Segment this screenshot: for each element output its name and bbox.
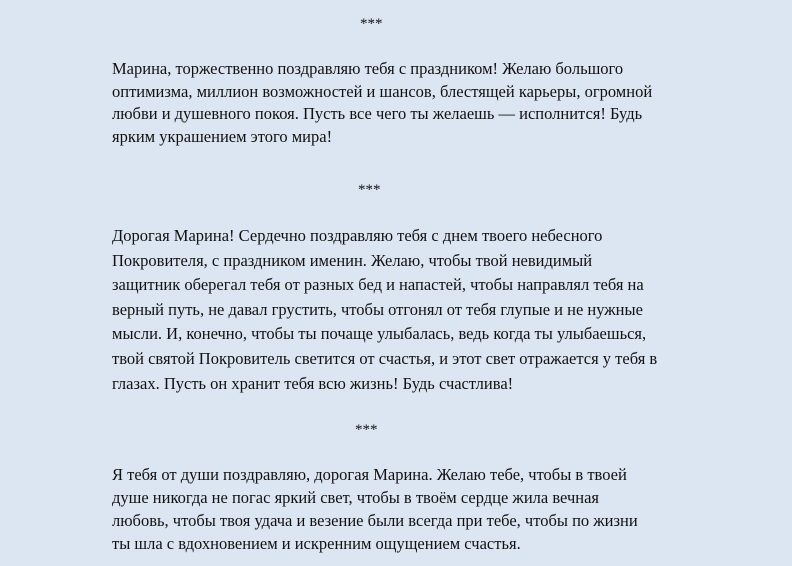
paragraph-line: Марина, торжественно поздравляю тебя с праздником! Желаю большого xyxy=(112,59,624,78)
paragraph-line: твой святой Покровитель светится от счастья, и этот свет отражается у тебя в xyxy=(112,348,658,368)
paragraph-line: любви и душевного покоя. Пусть все чего ты желаешь — исполнится! Будь xyxy=(112,104,643,123)
greeting-paragraph-3 xyxy=(112,463,752,555)
paragraph-line: ты шла с вдохновением и искренним ощущением счастья. xyxy=(112,534,521,553)
separator-3: *** xyxy=(355,422,378,438)
paragraph-line: Я тебя от души поздравляю, дорогая Марина. Желаю тебе, чтобы в твоей xyxy=(112,465,627,484)
paragraph-line: глазах. Пусть он хранит тебя всю жизнь! Будь счастлива! xyxy=(112,373,514,393)
paragraph-line: Покровителя, с праздником именин. Желаю, чтобы твой невидимый xyxy=(112,250,593,270)
greeting-paragraph-2 xyxy=(112,224,752,396)
paragraph-line: оптимизма, миллион возможностей и шансов, блестящей карьеры, огромной xyxy=(112,81,653,101)
paragraph-line: защитник оберегал тебя от разных бед и напастей, чтобы направлял тебя на xyxy=(112,275,644,295)
separator-2: *** xyxy=(358,182,381,198)
separator-1: *** xyxy=(360,16,383,32)
paragraph-line: любовь, чтобы твоя удача и везение были всегда при тебе, чтобы по жизни xyxy=(112,511,638,530)
greeting-paragraph-1 xyxy=(112,58,752,148)
paragraph-line: мысли. И, конечно, чтобы ты почаще улыбалась, ведь когда ты улыбаешься, xyxy=(112,324,647,344)
paragraph-line: верный путь, не давал грустить, чтобы отгонял от тебя глупые и не нужные xyxy=(112,299,643,319)
paragraph-line: ярким украшением этого мира! xyxy=(112,126,333,146)
paragraph-line: Дорогая Марина! Сердечно поздравляю тебя с днем твоего небесного xyxy=(112,226,603,245)
paragraph-line: душе никогда не погас яркий свет, чтобы в твоём сердце жила вечная xyxy=(112,488,599,507)
